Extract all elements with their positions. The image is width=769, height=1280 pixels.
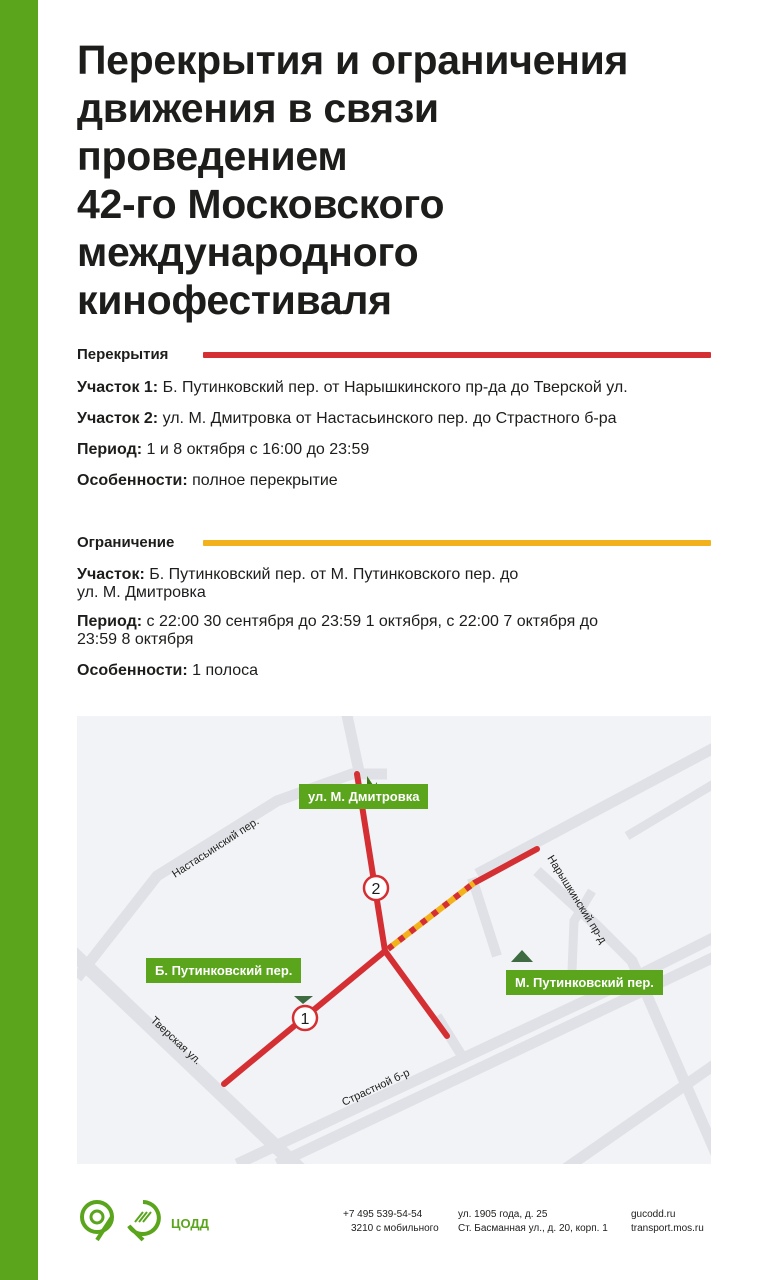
label-b-putinkovsky: Б. Путинковский пер. (146, 958, 301, 983)
restriction-section-label: Участок: (77, 566, 145, 583)
restriction-section-value: Б. Путинковский пер. от М. Путинковского пер. до (144, 566, 519, 583)
closure-features-value: полное перекрытие (187, 472, 338, 489)
closures-legend-bar (203, 352, 711, 358)
footer-addresses (458, 1208, 608, 1236)
restriction-section-value-cont: ул. М. Дмитровка (77, 584, 206, 601)
pointer-b-putinkovsky (294, 996, 313, 1004)
restriction-period-value-cont: 23:59 8 октября (77, 631, 194, 648)
title-line: кинофестиваля (77, 277, 392, 323)
closure-section-1-label: Участок 1: (77, 379, 159, 396)
label-m-putinkovsky: М. Путинковский пер. (506, 970, 663, 995)
footer-mobile: 3210 с мобильного (351, 1223, 439, 1234)
street-lower-right (562, 1056, 711, 1164)
restrictions-heading (77, 534, 711, 554)
restrictions-heading-label: Ограничение (77, 534, 175, 551)
footer-site-1[interactable]: gucodd.ru (631, 1209, 676, 1220)
closure-period (77, 441, 717, 459)
closure-period-label: Период: (77, 441, 143, 458)
restriction-period (77, 613, 717, 649)
closure-features-label: Особенности: (77, 472, 188, 489)
brand-side-bar (0, 0, 38, 1280)
street-label-naryshkinsky: Нарышкинский пр-д (544, 853, 609, 946)
restriction-features-value: 1 полоса (187, 662, 258, 679)
closure-route-m-dmitrovka (357, 774, 447, 1036)
restrictions-legend-bar (203, 540, 711, 546)
restriction-features-label: Особенности: (77, 662, 188, 679)
marker-2 (364, 876, 388, 900)
title-line: движения в связи (77, 85, 439, 131)
page-title (77, 36, 737, 324)
restriction-section (77, 566, 717, 602)
closures-heading-label: Перекрытия (77, 346, 169, 363)
closure-section-1 (77, 379, 717, 397)
closure-section-1-value: Б. Путинковский пер. от Нарышкинского пр-да до Тверской ул. (158, 379, 628, 396)
street-label-strastnoy: Страстной б-р (340, 1066, 412, 1109)
marker-1-label: 1 (300, 1011, 310, 1028)
codd-logo-road-icon (123, 1200, 163, 1242)
title-line: Перекрытия и ограничения (77, 37, 629, 83)
footer-address-2: Ст. Басманная ул., д. 20, корп. 1 (458, 1223, 608, 1234)
footer-address-1: ул. 1905 года, д. 25 (458, 1209, 548, 1220)
footer-site-2[interactable]: transport.mos.ru (631, 1223, 704, 1234)
closure-features (77, 472, 717, 490)
marker-1 (293, 1006, 317, 1030)
pointer-m-putinkovsky (511, 950, 533, 962)
restriction-period-label: Период: (77, 613, 143, 630)
restriction-features (77, 662, 717, 680)
title-line: 42-го Московского (77, 181, 445, 227)
restriction-period-value: с 22:00 30 сентября до 23:59 1 октября, с 22:00 7 октября до (142, 613, 598, 630)
closure-section-2 (77, 410, 717, 428)
footer-sites (631, 1208, 704, 1236)
org-name: ЦОДД (171, 1216, 209, 1231)
closure-section-2-label: Участок 2: (77, 410, 159, 427)
title-line: международного (77, 229, 419, 275)
route-map (77, 716, 711, 1164)
street-label-nastasinsky: Настасьинский пер. (170, 815, 262, 881)
title-line: проведением (77, 133, 348, 179)
footer-phone: +7 495 539-54-54 (343, 1209, 423, 1220)
closure-section-2-value: ул. М. Дмитровка от Настасьинского пер. до Страстного б-ра (158, 410, 617, 427)
street-label-tverskaya: Тверская ул. (147, 1014, 204, 1068)
footer-contacts (343, 1208, 439, 1236)
marker-2-label: 2 (371, 881, 381, 898)
closure-period-value: 1 и 8 октября с 16:00 до 23:59 (142, 441, 370, 458)
street-m-dmitrovka-upper (345, 716, 360, 776)
street-m-putinkovsky (472, 878, 497, 956)
closures-heading (77, 346, 711, 366)
label-m-dmitrovka: ул. М. Дмитровка (299, 784, 428, 809)
restriction-route (388, 883, 474, 949)
codd-logo-9-icon (77, 1200, 117, 1242)
